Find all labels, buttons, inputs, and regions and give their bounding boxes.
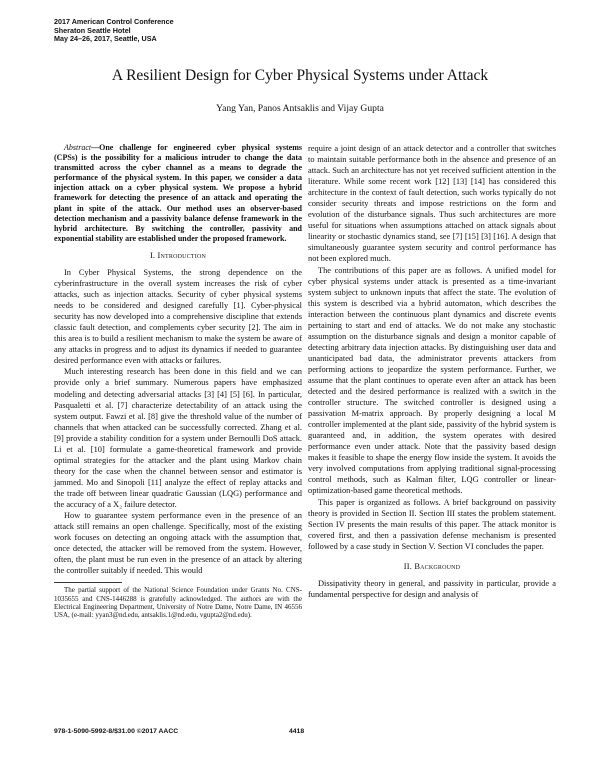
footnote-rule (54, 582, 122, 583)
left-column (54, 143, 302, 619)
section-1-heading: I. Introduction (149, 250, 207, 260)
intro-paragraph-1: In Cyber Physical Systems, the strong dependence on the cyberinfrastructure in the overall system increases the risk of cyber attacks, such as injection attacks. Security of cyber physical systems needs to be considered and designed carefully [1]. Cyber-physical security has now developed into a comprehensive discipline that extends classic fault detection, and complements cyber security [2]. The aim in this area is to build a resilient mechanism to make the system be aware of any attacks in progress and to adjust its dynamics if needed to guarantee desired performance even with attacks or failures. (54, 267, 302, 366)
abstract-text: —One challenge for engineered cyber physical systems (CPSs) is the possibility for a malicious intruder to change the data transmitted across the cyber channel as a means to degrade the performance of the physical system. In this paper, we consider a data injection attack on a cyber physical system. We propose a hybrid framework for detecting the presence of an attack and operating the plant in spite of the attack. Our method uses an observer-based detection mechanism and a passivity balance defense framework in the hybrid architecture. By switching the controller, passivity and exponential stability are established under the proposed framework. (54, 143, 302, 243)
conference-venue: Sheraton Seattle Hotel (54, 25, 131, 35)
footnote: The partial support of the National Science Foundation under Grants No. CNS-1035655 and CNS-1446288 is gratefully acknowledged. The authors are with the Electrical Engineering Department, University of Notre Dame, Notre Dame, IN 46556 USA, (e-mail: yyan3@nd.edu, antsaklis.1@nd.edu, vgupta2@nd.edu). (54, 586, 302, 620)
right-paragraph-3: This paper is organized as follows. A brief background on passivity theory is provided in Section II. Section III states the problem statement. Section IV presents the main results of this paper. The attack monitor is covered first, and then a passivation defense mechanism is presented followed by a case study in Section V. Section VI concludes the paper. (308, 497, 556, 551)
background-paragraph: Dissipativity theory in general, and passivity in particular, provide a fundamental perspective for design and analysis of (308, 578, 556, 599)
right-paragraph-1: require a joint design of an attack detector and a controller that switches to maintain suitable performance both in the absence and presence of an attack. Such an architecture has not yet received sufficient attention in the literature. While some recent work [12] [13] [14] has considered this architecture in the context of fault detection, such works typically do not consider security threats and impose restrictions on the form and evolution of the disturbance signals. Thus such architectures are more useful for situations when assumptions attached on attack signals about linearity or stochastic dynamics stand, see [7] [15] [3] [16]. A design that simultaneously guarantee system security and control performance has not been explored much. (308, 144, 556, 264)
section-2-heading: II. Background (403, 561, 461, 571)
footer-isbn: 978-1-5090-5992-8/$31.00 ©2017 AACC (54, 728, 179, 735)
page-number: 4418 (289, 728, 305, 735)
intro-paragraph-3: How to guarantee system performance even in the presence of an attack still remains an open challenge. Specifically, most of the existing work focuses on detecting an ongoing attack with the assumption that, once detected, the attacker will be removed from the system. However, often, the plant must be run even in the presence of an attack by altering the controller suitably if needed. This would (54, 511, 302, 576)
paper-title: A Resilient Design for Cyber Physical Systems under Attack (111, 67, 489, 84)
conference-date: May 24–26, 2017, Seattle, USA (54, 34, 157, 44)
conference-info (54, 18, 174, 44)
abstract-label: Abstract (64, 143, 92, 152)
right-column (308, 143, 556, 600)
paper-authors: Yang Yan, Panos Antsaklis and Vijay Gupta (216, 103, 384, 114)
conference-name: 2017 American Control Conference (54, 17, 174, 26)
intro-paragraph-2: Much interesting research has been done in this field and we can provide only a brief summary. Numerous papers have emphasized modeling and detecting adversarial attacks [3] [4] [5] [6]. In particular, Pasqualetti et al. [7] characterize detectability of an attack using the system output. Fawzi et al. [8] give the threshold value of the number of channels that when attacked can be successfully corrected. Zhang et al. [9] provide a stability condition for a system under Bernoulli DoS attack. Li et al. [10] formulate a game-theoretical framework and provide optimal strategies for the attacker and the plant using Markov chain theory for the case when the channel between sensor and estimator is jammed. Mo and Sinopoli [11] analyze the effect of replay attacks and the trade off between linear quadratic Gaussian (LQG) performance and the accuracy of a X₂ failure detector. (54, 367, 302, 509)
abstract (54, 143, 302, 244)
right-paragraph-2: The contributions of this paper are as follows. A unified model for cyber physical systems under attack is presented as a time-invariant system subject to unknown inputs that affect the state. The evolution of this system is described via a hybrid automaton, which describes the interaction between the continuous plant dynamics and discrete events pertaining to start and end of attacks. We do not make any stochastic assumption on the disturbance signals and design a monitor capable of detecting arbitrary data injection attacks. By distinguishing user data and unanticipated bad data, the administrator prevents attackers from performing actions to jeopardize the system performance. Further, we assume that the plant continues to operate even after an attack has been detected and the desired performance is realized with a switch in the controller structure. The switched controller is designed using a passivation M-matrix approach. By properly designing a local M controller implemented at the plant side, passivity of the hybrid system is guaranteed and, in addition, the system operates with desired performance even under attack. Note that the passivity based design makes it feasible to shape the energy flow inside the system. It avoids the very involved computations from applying traditional signal-processing control methods, such as Kalman filter, LQG controller or linear-optimization-based game theoretical methods. (308, 265, 556, 496)
